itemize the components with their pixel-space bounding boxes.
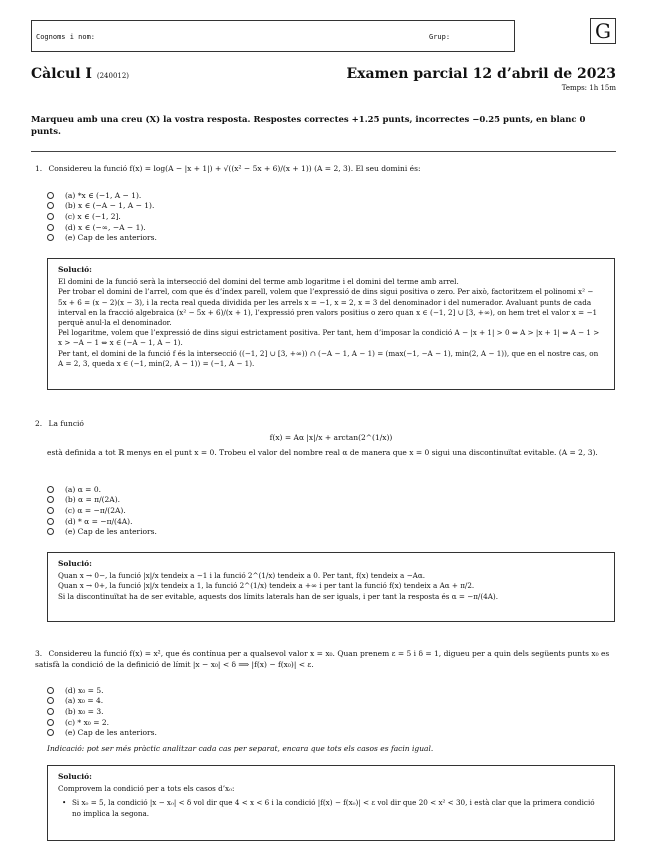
option-a[interactable]	[47, 190, 157, 201]
option-label: (b) x ∈ (−A − 1, A − 1).	[65, 201, 155, 211]
solution-paragraph: Per tant, el domini de la funció f és la intersecció ((−1, 2] ∪ [3, +∞)) ∩ (−A − 1, A − 1) = (max(−1, −A − 1), min(2, A − 1)), que en el nostre cas, on A = 2, 3, queda x ∈ (−1, min(2, A − 1)) = (−1, A − 1).	[58, 348, 599, 368]
question-text: Considereu la funció f(x) = log(A − |x + 1|) + √((x² − 5x + 6)/(x + 1)) (A = 2, 3). El seu domini és:	[48, 164, 421, 173]
instructions: Marqueu amb una creu (X) la vostra resposta. Respostes correctes +1.25 punts, incorrectes −0.25 punts, en blanc 0 punts.	[31, 115, 586, 137]
option-label: (e) Cap de les anteriors.	[65, 527, 157, 537]
option-e[interactable]	[47, 526, 157, 537]
option-label: (c) * x₀ = 2.	[65, 717, 110, 727]
option-d[interactable]	[47, 516, 157, 527]
option-d[interactable]	[47, 222, 157, 233]
option-label: (c) α = −π/(2A).	[65, 505, 126, 515]
solution-title: Solució:	[58, 559, 92, 568]
option-label: (d) x ∈ (−∞, −A − 1).	[65, 222, 146, 232]
solution-title: Solució:	[58, 265, 92, 274]
option-label: (d) x₀ = 5.	[65, 685, 104, 695]
option-a[interactable]	[47, 696, 157, 707]
radio-circle[interactable]	[47, 224, 54, 231]
option-e[interactable]	[47, 232, 157, 243]
solution-q1	[47, 258, 615, 390]
radio-circle[interactable]	[47, 719, 54, 726]
radio-circle[interactable]	[47, 496, 54, 503]
option-label: (c) x ∈ (−1, 2].	[65, 211, 121, 221]
option-c[interactable]	[47, 505, 157, 516]
radio-circle[interactable]	[47, 234, 54, 241]
radio-circle[interactable]	[47, 708, 54, 715]
option-a[interactable]	[47, 484, 157, 495]
question-2-text2: està definida a tot ℝ menys en el punt x = 0. Trobeu el valor del nombre real α de manera que x = 0 sigui una discontinuïtat evitable. (A = 2, 3).	[47, 448, 598, 457]
question-number: 2.	[35, 419, 43, 428]
option-c[interactable]	[47, 211, 157, 222]
course-code: (240012)	[96, 72, 130, 80]
options-q1	[47, 190, 157, 243]
option-b[interactable]	[47, 495, 157, 506]
solution-paragraph: Si la discontinuïtat ha de ser evitable, aquests dos límits laterals han de ser iguals, i per tant la resposta és α = −π/(4A).	[58, 591, 499, 601]
radio-circle[interactable]	[47, 528, 54, 535]
option-label: (a) *x ∈ (−1, A − 1).	[65, 190, 142, 200]
option-label: (a) x₀ = 4.	[65, 696, 104, 706]
group-letter-box: G	[590, 18, 616, 44]
option-label: (e) Cap de les anteriors.	[65, 728, 157, 738]
option-b[interactable]	[47, 201, 157, 212]
radio-circle[interactable]	[47, 213, 54, 220]
radio-circle[interactable]	[47, 729, 54, 736]
exam-title: Examen parcial 12 d’abril de 2023	[346, 66, 616, 82]
options-q3	[47, 685, 157, 738]
course-title	[31, 66, 129, 82]
group-label: Grup:	[429, 33, 451, 41]
option-label: (a) α = 0.	[65, 484, 101, 494]
option-label: (b) x₀ = 3.	[65, 706, 104, 716]
divider	[31, 151, 616, 152]
question-1	[35, 163, 615, 174]
radio-circle[interactable]	[47, 486, 54, 493]
course-name: Càlcul I	[31, 66, 92, 82]
solution-paragraph: Pel logaritme, volem que l’expressió de dins sigui estrictament positiva. Per tant, hem d’imposar la condició A − |x + 1| > 0 ⇔ A > |x + 1| ⇔ A − 1 > x > −A − 1 ⇔ x ∈ (−A − 1, A − 1).	[58, 328, 600, 348]
radio-circle[interactable]	[47, 192, 54, 199]
question-2-formula: f(x) = Aα |x|/x + arctan(2^(1/x))	[269, 433, 393, 442]
option-b[interactable]	[47, 706, 157, 717]
question-3-hint: Indicació: pot ser més pràctic analitzar cada cas per separat, encara que tots els casos es facin igual.	[47, 744, 434, 753]
radio-circle[interactable]	[47, 687, 54, 694]
solution-paragraph: Per trobar el domini de l’arrel, com que és d’índex parell, volem que l’expressió de dins sigui positiva o zero. Per això, factoritzem el polinomi x² − 5x + 6 = (x − 2)(x − 3), i la recta real queda dividida per les arrels x = −1, x = 2, x = 3 del denominador i del numerador. Avaluant punts de cada interval en la fracció algebraica (x² − 5x + 6)/(x + 1), l’expressió pren valors positius o zero quan x ∈ (−1, 2] ∪ [3, +∞), on hem tret el valor x = −1 perquè anul·la el denominador.	[58, 287, 598, 328]
solution-q3	[47, 765, 615, 841]
solution-paragraph: El domini de la funció serà la intersecció del domini del terme amb logaritme i el domini del terme amb arrel.	[58, 277, 459, 287]
name-group-box	[31, 20, 515, 52]
option-label: (d) * α = −π/(4A).	[65, 516, 133, 526]
option-c[interactable]	[47, 717, 157, 728]
options-q2	[47, 484, 157, 537]
name-label: Cognoms i nom:	[36, 33, 96, 41]
question-3	[35, 648, 615, 670]
option-label: (e) Cap de les anteriors.	[65, 233, 157, 243]
solution-title: Solució:	[58, 772, 92, 781]
radio-circle[interactable]	[47, 697, 54, 704]
solution-paragraph: Quan x → 0+, la funció |x|/x tendeix a 1, la funció 2^(1/x) tendeix a +∞ i per tant la funció f(x) tendeix a Aα + π/2.	[58, 581, 475, 591]
solution-q2	[47, 552, 615, 622]
radio-circle[interactable]	[47, 202, 54, 209]
radio-circle[interactable]	[47, 507, 54, 514]
exam-time: Temps: 1h 15m	[561, 84, 616, 92]
question-number: 1.	[35, 164, 43, 173]
question-2	[35, 418, 615, 429]
question-text: La funció	[48, 419, 84, 428]
solution-bullet: • Si x₀ = 5, la condició |x − x₀| < δ vol dir que 4 < x < 6 i la condició |f(x) − f(x₀)| < ε vol dir que 20 < x² < 30, i està clar que la primera condició no implica la segona.	[58, 798, 604, 818]
question-text: Considereu la funció f(x) = x², que és contínua per a qualsevol valor x = x₀. Quan prenem ε = 5 i δ = 1, digueu per a quin dels següents punts x₀ es satisfà la condició de la definició de límit |x − x₀| < δ ⟹ |f(x) − f(x₀)| < ε.	[35, 649, 610, 669]
solution-paragraph: Comprovem la condició per a tots els casos d’x₀:	[58, 784, 235, 794]
solution-paragraph: Quan x → 0−, la funció |x|/x tendeix a −1 i la funció 2^(1/x) tendeix a 0. Per tant, f(x) tendeix a −Aα.	[58, 571, 425, 581]
option-d[interactable]	[47, 685, 157, 696]
option-label: (b) α = π/(2A).	[65, 495, 121, 505]
option-e[interactable]	[47, 727, 157, 738]
question-number: 3.	[35, 649, 43, 658]
radio-circle[interactable]	[47, 518, 54, 525]
